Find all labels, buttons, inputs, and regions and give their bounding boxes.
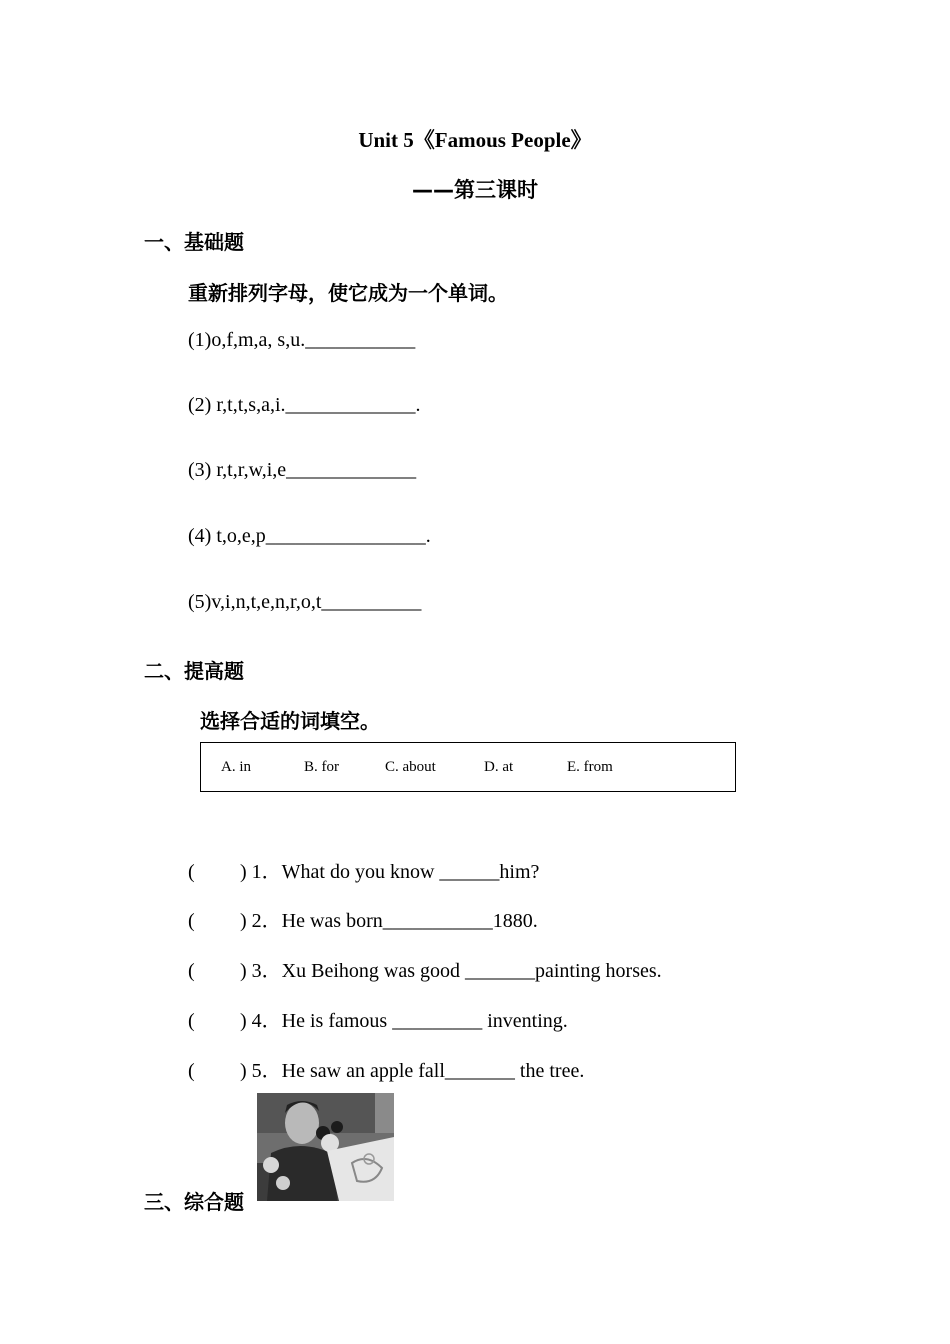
question-row [188,954,662,983]
option-b: B. for [304,759,339,775]
list-item: (5)v,i,n,t,e,n,r,o,t__________ [188,591,422,613]
question-text: ) 1．What do you know ______him? [240,861,540,883]
question-text: ) 5．He saw an apple fall_______ the tree. [240,1060,585,1082]
question-row [188,855,539,884]
section1-instruction: 重新排列字母，使它成为一个单词。 [188,281,508,305]
answer-paren[interactable]: ( [188,910,195,932]
page-subtitle: ——第三课时 [412,178,538,202]
list-item: (4) t,o,e,p________________. [188,525,431,547]
section2-instruction: 选择合适的词填空。 [200,709,380,733]
section2-heading: 二、提高题 [144,659,244,683]
word-options-box [200,742,736,792]
question-text: ) 3．Xu Beihong was good _______painting horses. [240,960,662,982]
list-item: (3) r,t,r,w,i,e_____________ [188,459,417,481]
question-text: ) 4．He is famous _________ inventing. [240,1010,568,1032]
question-row [188,1054,584,1083]
question-row [188,904,538,933]
question-row [188,1004,568,1033]
answer-paren[interactable]: ( [188,861,195,883]
section3-heading: 三、综合题 [144,1190,244,1214]
option-a: A. in [221,759,251,775]
section1-heading: 一、基础题 [144,230,244,254]
answer-paren[interactable]: ( [188,960,195,982]
answer-paren[interactable]: ( [188,1060,195,1082]
list-item: (1)o,f,m,a, s,u.___________ [188,329,416,351]
option-d: D. at [484,759,514,775]
famous-person-photo [257,1093,394,1201]
answer-paren[interactable]: ( [188,1010,195,1032]
question-text: ) 2．He was born___________1880. [240,910,538,932]
list-item: (2) r,t,t,s,a,i._____________. [188,394,421,416]
page-title: Unit 5《Famous People》 [358,128,592,152]
option-c: C. about [385,759,436,775]
option-e: E. from [567,759,613,775]
